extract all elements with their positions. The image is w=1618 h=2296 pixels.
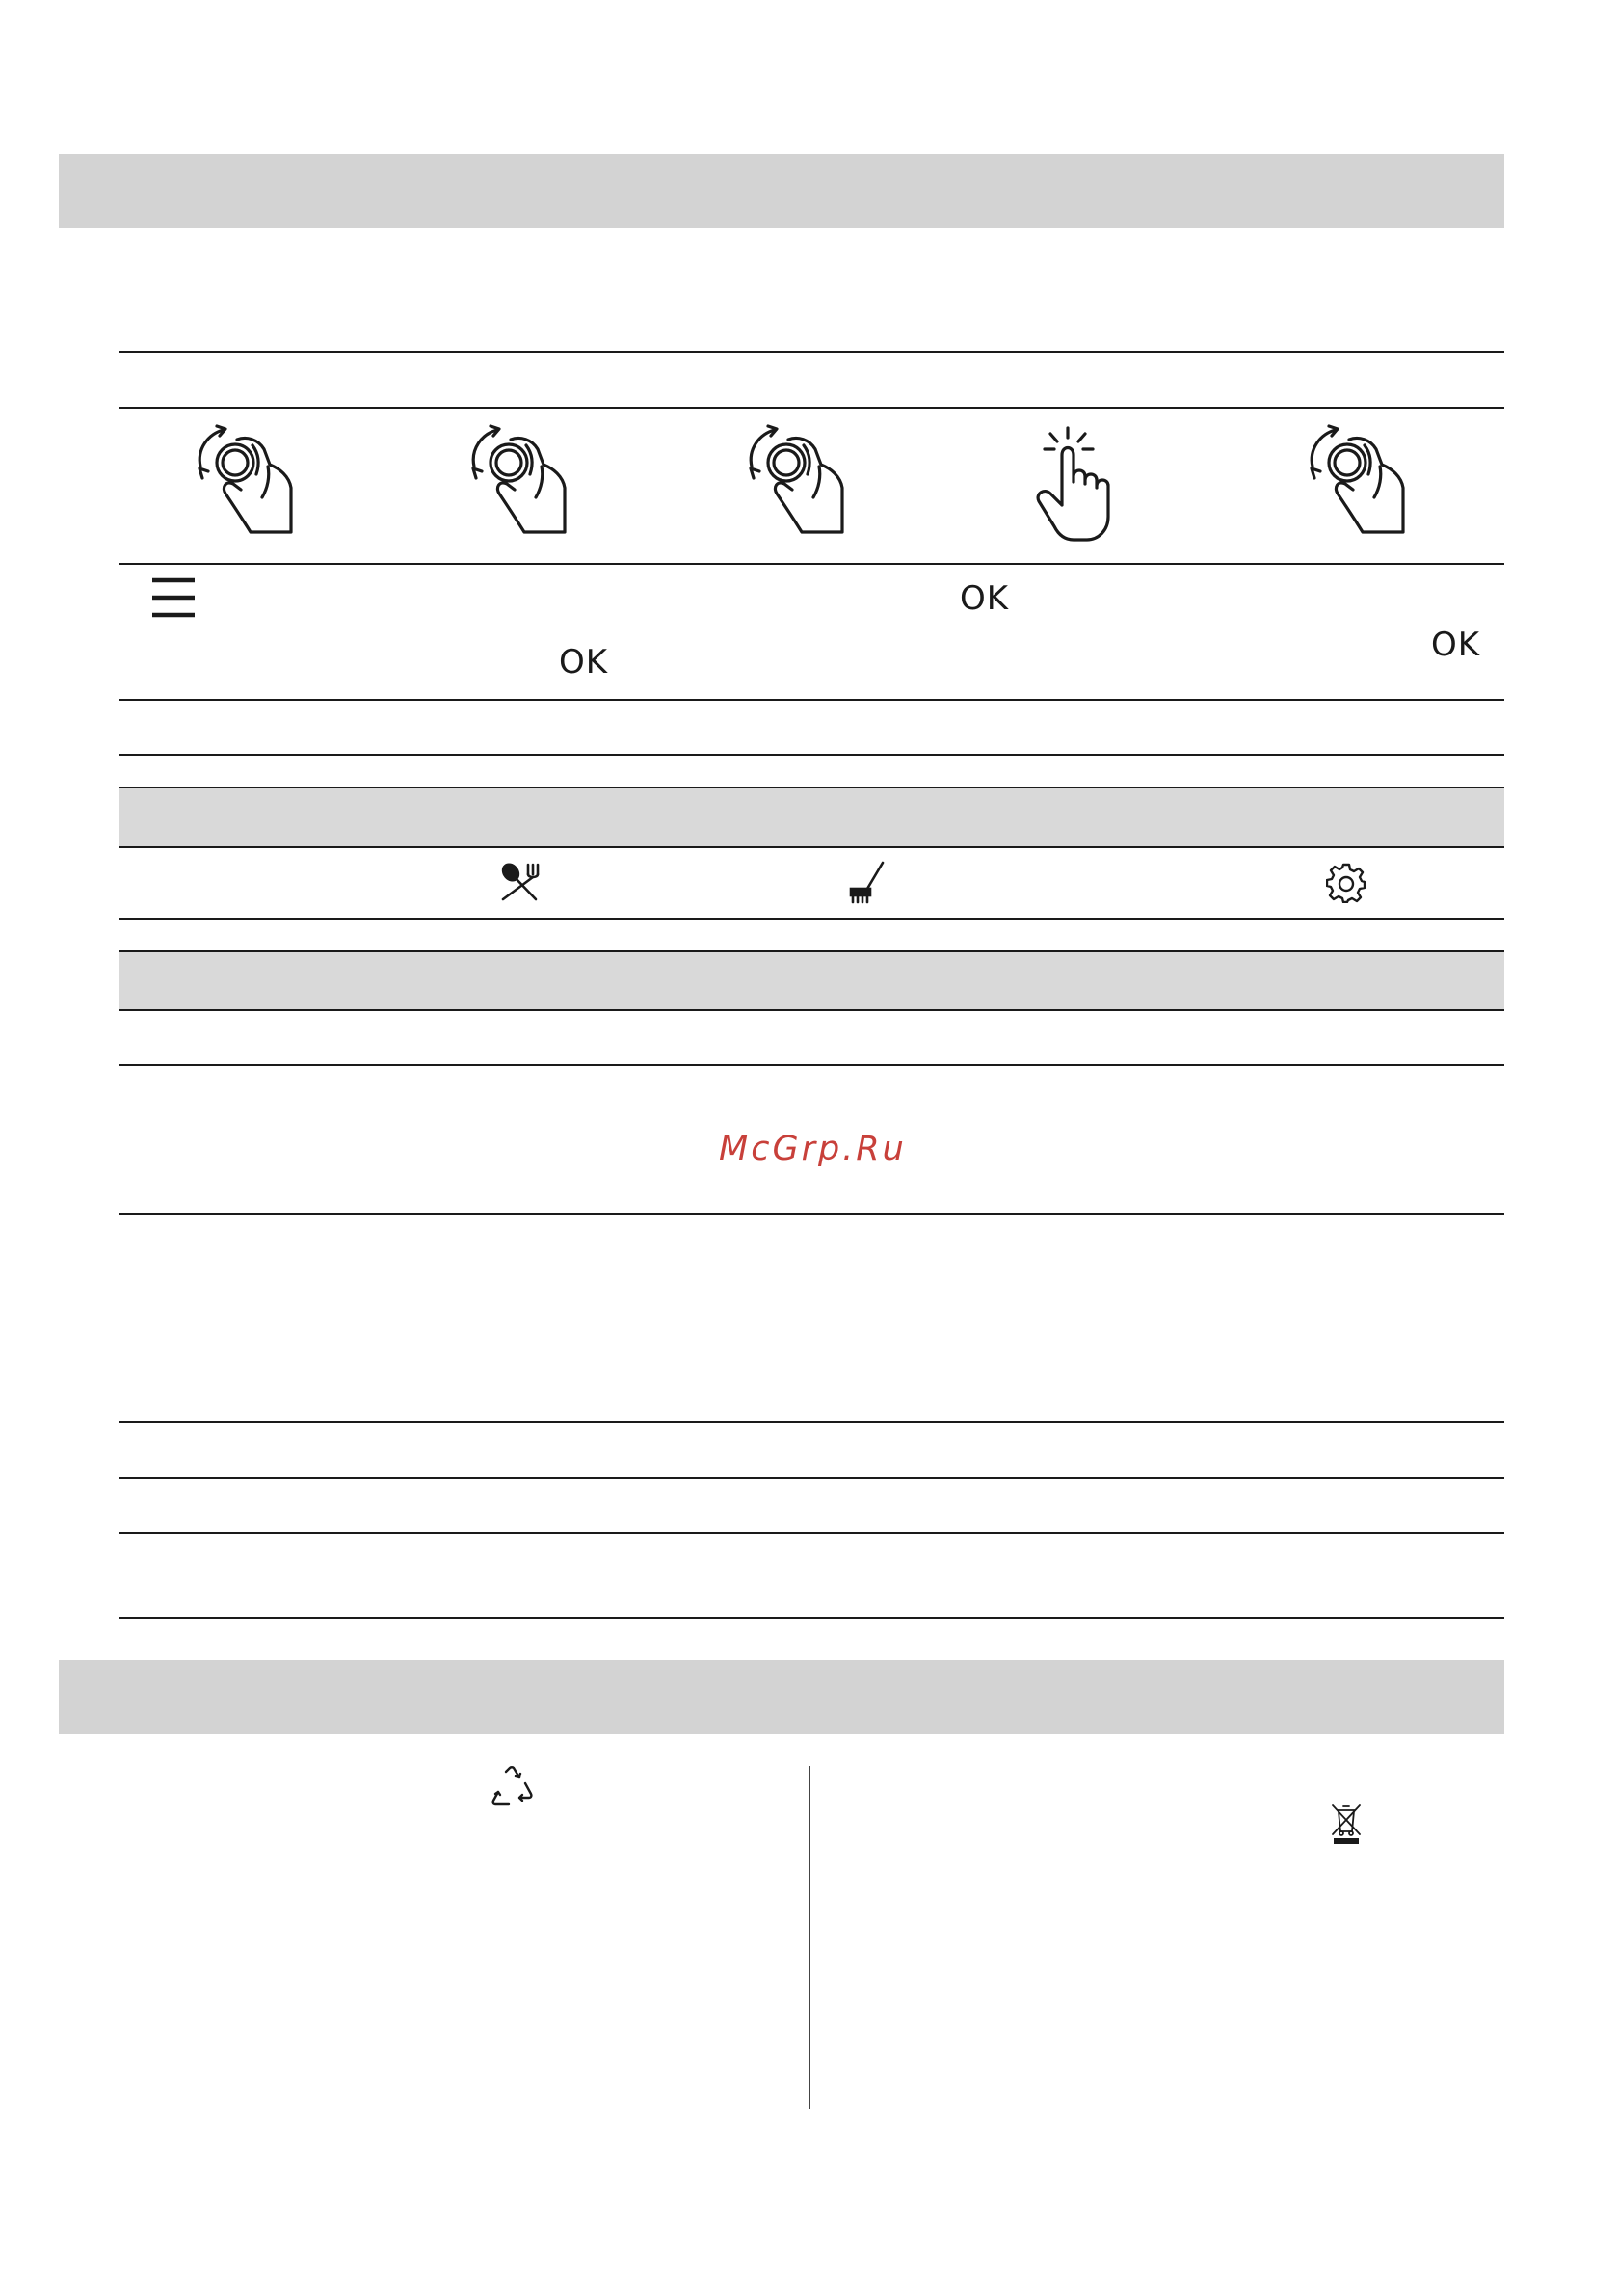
- table-rule: [119, 1064, 1504, 1066]
- ok-label: OK: [1431, 626, 1481, 664]
- table-header-row: [119, 952, 1504, 1010]
- table-rule: [119, 846, 1504, 848]
- hand-rotate-knob-icon: [742, 420, 858, 542]
- cleaning-brush-icon: [848, 860, 887, 904]
- cutlery-icon: [499, 862, 540, 902]
- table-header-row: [119, 788, 1504, 846]
- hand-rotate-knob-icon: [191, 420, 306, 542]
- crossed-bin-icon: [1330, 1802, 1363, 1845]
- table-rule: [119, 1532, 1504, 1534]
- hand-rotate-knob-icon: [1303, 420, 1419, 542]
- recycling-icon: [490, 1766, 534, 1808]
- table-rule: [119, 699, 1504, 701]
- watermark: McGrp.Ru: [719, 1130, 907, 1168]
- table-rule: [119, 407, 1504, 409]
- menu-icon: [150, 576, 197, 619]
- section-header-band: [59, 1660, 1504, 1734]
- table-rule: [119, 1617, 1504, 1619]
- table-rule: [119, 563, 1504, 565]
- ok-label: OK: [960, 579, 1010, 618]
- section-header-band: [59, 154, 1504, 228]
- table-rule: [119, 1477, 1504, 1479]
- hand-rotate-knob-icon: [464, 420, 580, 542]
- table-rule: [119, 950, 1504, 952]
- table-rule: [119, 754, 1504, 756]
- table-rule: [119, 787, 1504, 788]
- table-rule: [119, 1421, 1504, 1423]
- ok-label: OK: [559, 643, 609, 681]
- settings-gear-icon: [1326, 863, 1366, 903]
- table-rule: [119, 918, 1504, 920]
- table-rule: [119, 1009, 1504, 1011]
- hand-press-icon: [1031, 424, 1124, 546]
- table-rule: [119, 1213, 1504, 1215]
- column-divider: [809, 1766, 810, 2109]
- table-rule: [119, 351, 1504, 353]
